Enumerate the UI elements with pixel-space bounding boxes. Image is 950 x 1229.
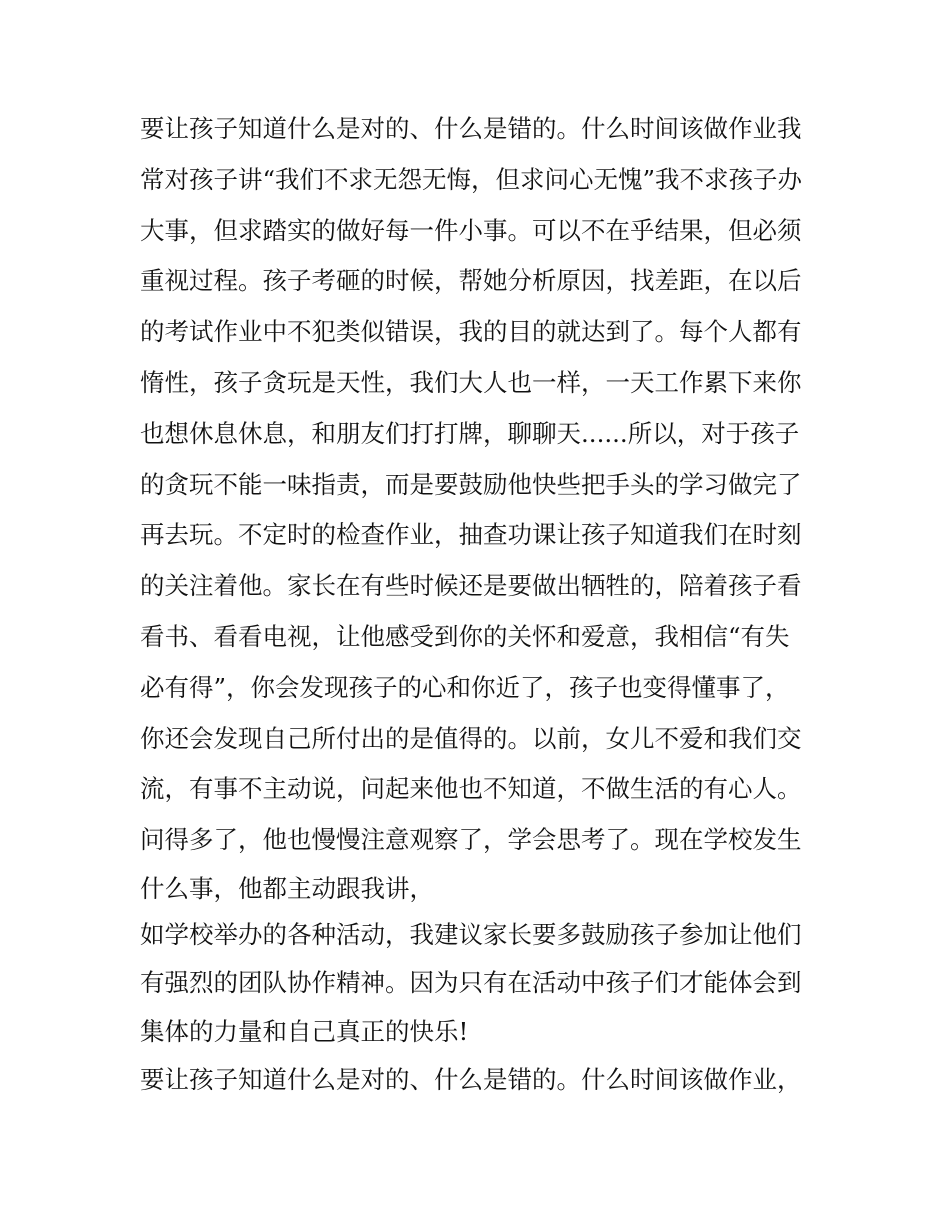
- text-line-2: 常对孩子讲“我们不求无怨无悔，但求问心无愧”我不求孩子办: [140, 164, 803, 194]
- text-line-7: 也想休息休息，和朋友们打打牌，聊聊天......所以，对于孩子: [140, 418, 800, 448]
- text-line-3: 大事，但求踏实的做好每一件小事。可以不在乎结果，但必须: [140, 215, 802, 245]
- text-line-4: 重视过程。孩子考砸的时候，帮她分析原因，找差距，在以后: [140, 266, 802, 296]
- text-line-8: 的贪玩不能一味指责，而是要鼓励他快些把手头的学习做完了: [140, 469, 802, 499]
- text-line-1: 要让孩子知道什么是对的、什么是错的。什么时间该做作业我: [140, 114, 802, 143]
- text-line-14: 流，有事不主动说，问起来他也不知道，不做生活的有心人。: [140, 774, 802, 804]
- text-line-9: 再去玩。不定时的检查作业，抽查功课让孩子知道我们在时刻: [140, 520, 802, 550]
- text-line-17: 如学校举办的各种活动，我建议家长要多鼓励孩子参加让他们: [140, 919, 802, 949]
- text-line-16: 什么事，他都主动跟我讲，: [140, 873, 434, 903]
- text-line-15: 问得多了，他也慢慢注意观察了，学会思考了。现在学校发生: [140, 825, 802, 855]
- text-line-13: 你还会发现自己所付出的是值得的。以前，女儿不爱和我们交: [140, 723, 802, 753]
- text-line-18: 有强烈的团队协作精神。因为只有在活动中孩子们才能体会到: [140, 967, 802, 997]
- text-line-19: 集体的力量和自己真正的快乐!: [140, 1016, 469, 1046]
- text-line-20: 要让孩子知道什么是对的、什么是错的。什么时间该做作业，: [140, 1064, 802, 1094]
- text-line-11: 看书、看看电视，让他感受到你的关怀和爱意，我相信“有失: [140, 621, 790, 651]
- text-line-12: 必有得”，你会发现孩子的心和你近了，孩子也变得懂事了，: [140, 672, 790, 702]
- text-line-5: 的考试作业中不犯类似错误，我的目的就达到了。每个人都有: [140, 317, 802, 347]
- text-line-10: 的关注着他。家长在有些时候还是要做出牺牲的，陪着孩子看: [140, 571, 802, 601]
- text-line-6: 惰性，孩子贪玩是天性，我们大人也一样，一天工作累下来你: [140, 367, 802, 397]
- body-text: [140, 104, 830, 1106]
